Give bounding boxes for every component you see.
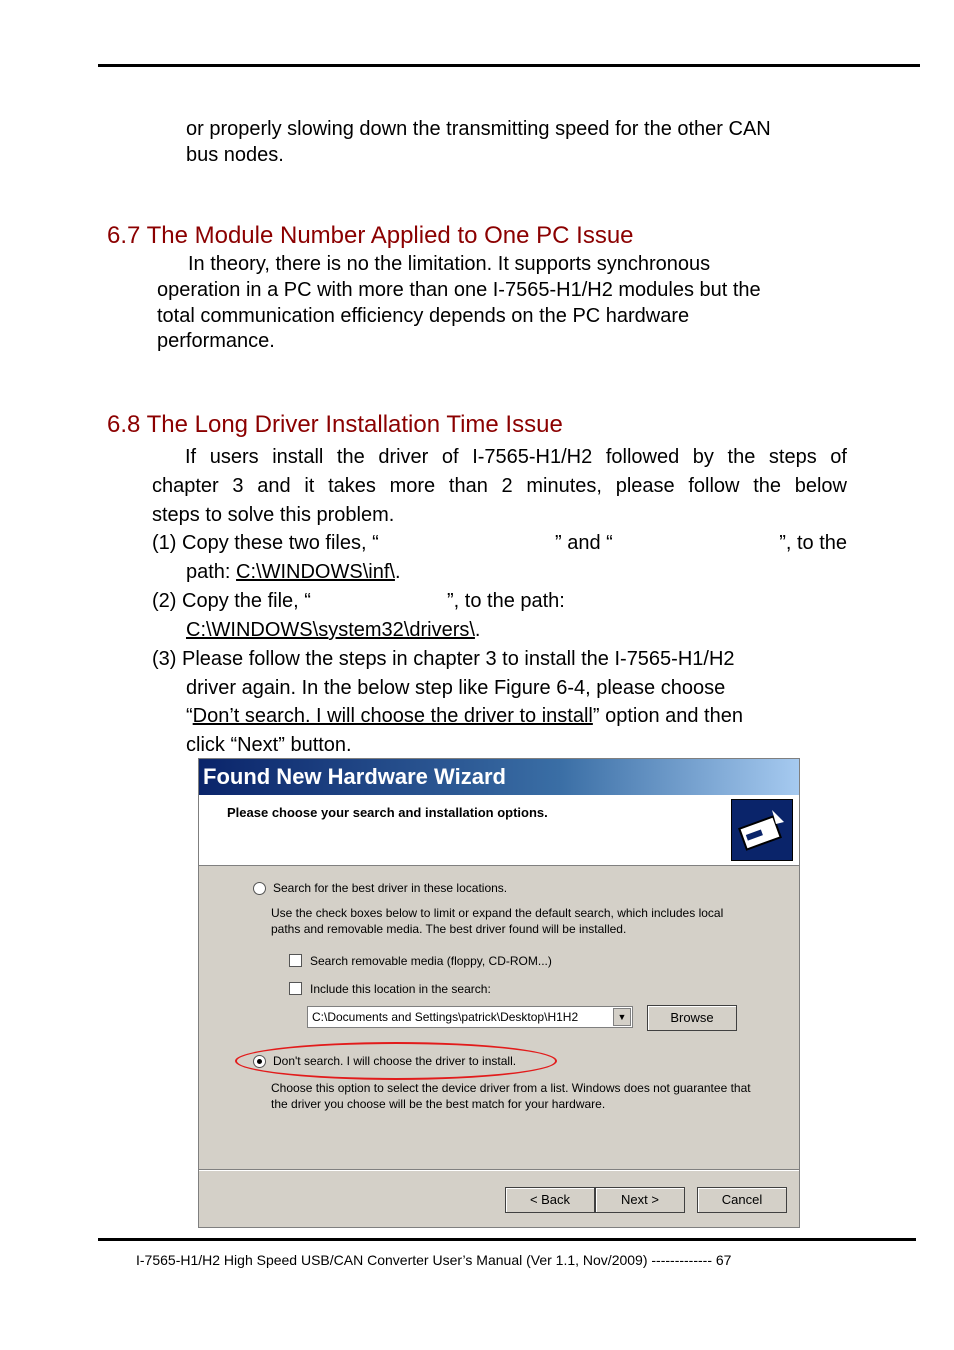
checkbox-removable-media-label: Search removable media (floppy, CD-ROM...) — [310, 954, 552, 968]
wizard-header — [199, 795, 799, 866]
wizard-separator — [199, 1169, 799, 1171]
location-path-value: C:\Documents and Settings\patrick\Desktop\H1H2 — [312, 1010, 579, 1024]
wizard-title: Found New Hardware Wizard — [199, 759, 799, 795]
hardware-install-icon — [731, 799, 793, 861]
section-6-7-line-1: In theory, there is no the limitation. It supports synchronous — [188, 253, 711, 275]
intro-line-2: bus nodes. — [186, 144, 284, 166]
footer-text: I-7565-H1/H2 High Speed USB/CAN Converter User’s Manual (Ver 1.1, Nov/2009) ------------- 67 — [136, 1252, 732, 1268]
step-3-line-4: click “Next” button. — [186, 734, 352, 756]
section-6-7-line-2: operation in a PC with more than one I-7565-H1/H2 modules but the — [157, 279, 761, 301]
step-2-text-a: (2) Copy the file, “ — [152, 590, 311, 612]
footer-rule — [98, 1238, 916, 1241]
step-1-path: C:\WINDOWS\inf\ — [236, 561, 395, 583]
step-2-path: C:\WINDOWS\system32\drivers\ — [186, 619, 475, 641]
section-6-7-line-4: performance. — [157, 330, 275, 352]
section-6-7-line-3: total communication efficiency depends on the PC hardware — [157, 305, 690, 327]
header-rule — [98, 64, 920, 67]
back-button[interactable]: < Back — [505, 1187, 595, 1213]
section-6-8-para-line-2: chapter 3 and it takes more than 2 minutes, please follow the below — [152, 475, 847, 497]
next-button[interactable]: Next > — [595, 1187, 685, 1213]
step-2-path-line — [186, 617, 480, 643]
step-3-option: Don’t search. I will choose the driver to install — [192, 705, 593, 727]
step-1-end: . — [394, 561, 401, 583]
dont-search-desc-line-1: Choose this option to select the device driver from a list. Windows does not guarantee that — [271, 1081, 751, 1095]
radio-search[interactable] — [253, 882, 266, 895]
step-3-line-2: driver again. In the below step like Figure 6-4, please choose — [186, 677, 726, 699]
cancel-button[interactable]: Cancel — [697, 1187, 787, 1213]
location-path-combo[interactable] — [307, 1006, 633, 1028]
step-1-text-a: (1) Copy these two files, “ — [152, 532, 379, 554]
dont-search-desc-line-2: the driver you choose will be the best match for your hardware. — [271, 1097, 606, 1111]
step-1-path-line — [186, 559, 401, 585]
step-1-line — [152, 530, 379, 556]
step-3-quote-open: “ — [186, 705, 193, 727]
section-6-7-heading: 6.7 The Module Number Applied to One PC Issue — [107, 222, 634, 249]
step-3-line-1: (3) Please follow the steps in chapter 3 to install the I-7565-H1/H2 — [152, 648, 735, 670]
wizard-subtitle: Please choose your search and installation options. — [227, 805, 548, 820]
step-2-end: . — [474, 619, 481, 641]
radio-dont-search[interactable] — [253, 1055, 266, 1068]
radio-search-label: Search for the best driver in these locations. — [273, 881, 508, 895]
wizard-screenshot — [198, 758, 800, 1228]
search-desc-line-1: Use the check boxes below to limit or expand the default search, which includes local — [271, 906, 724, 920]
chevron-down-icon[interactable]: ▼ — [613, 1008, 631, 1026]
intro-line-1: or properly slowing down the transmitting speed for the other CAN — [186, 118, 771, 140]
search-desc-line-2: paths and removable media. The best driver found will be installed. — [271, 922, 627, 936]
step-1-path-label: path: — [186, 561, 237, 583]
step-2-text-b: ”, to the path: — [447, 590, 565, 612]
step-3-after: ” option and then — [592, 705, 743, 727]
section-6-8-para-line-1: If users install the driver of I-7565-H1/H2 followed by the steps of — [185, 446, 847, 468]
step-3-line-3 — [186, 703, 743, 729]
checkbox-include-location[interactable] — [289, 982, 302, 995]
checkbox-removable-media[interactable] — [289, 954, 302, 967]
step-1-text-b: ” and “ — [555, 532, 613, 554]
section-6-8-heading: 6.8 The Long Driver Installation Time Issue — [107, 411, 563, 438]
radio-dont-search-label: Don't search. I will choose the driver to install. — [273, 1054, 517, 1068]
browse-button[interactable]: Browse — [647, 1005, 737, 1031]
checkbox-include-location-label: Include this location in the search: — [310, 982, 491, 996]
section-6-8-para-line-3: steps to solve this problem. — [152, 504, 395, 526]
step-1-text-c: ”, to the — [779, 532, 847, 554]
